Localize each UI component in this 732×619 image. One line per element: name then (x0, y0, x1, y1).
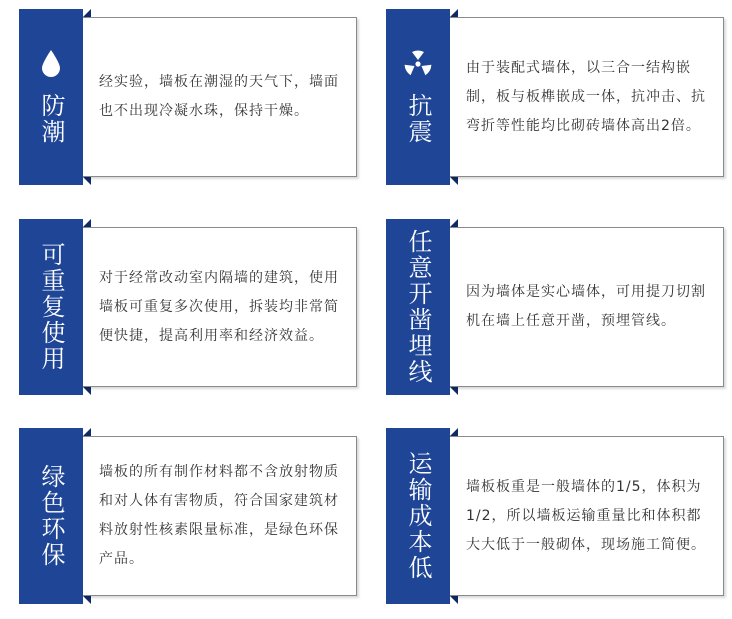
feature-description: 墙板板重是一般墙体的1/5，体积为1/2，所以墙板运输重量比和体积都大大低于一般砌体，现场施工简便。 (466, 478, 706, 553)
feature-description-box (83, 17, 357, 177)
feature-description-box (450, 436, 724, 596)
feature-card-seismic (386, 9, 724, 185)
feature-card-transport (386, 428, 724, 604)
feature-tab (19, 219, 83, 395)
feature-tab (386, 428, 450, 604)
radiation-icon (403, 49, 433, 79)
feature-description-box (83, 227, 357, 387)
feature-card-moisture (19, 9, 357, 185)
feature-tab (386, 9, 450, 185)
feature-tab (19, 9, 83, 185)
water-drop-icon (36, 49, 66, 79)
feature-title: 抗震 (404, 93, 432, 145)
feature-card-cutting (386, 219, 724, 395)
feature-description-box (450, 227, 724, 387)
feature-description-box (450, 17, 724, 177)
feature-tab (386, 219, 450, 395)
feature-description: 由于装配式墙体，以三合一结构嵌制，板与板榫嵌成一体，抗冲击、抗弯折等性能均比砌砖墙体高出2倍。 (466, 59, 706, 134)
feature-title: 任意开凿埋线 (404, 229, 432, 385)
feature-description: 因为墙体是实心墙体，可用提刀切割机在墙上任意开凿，预埋管线。 (466, 284, 706, 329)
feature-tab (19, 428, 83, 604)
feature-card-reusable (19, 219, 357, 395)
feature-description: 墙板的所有制作材料都不含放射物质和对人体有害物质，符合国家建筑材料放射性核素限量标准，是绿色环保产品。 (99, 464, 339, 567)
feature-title: 绿色环保 (37, 464, 65, 568)
feature-description: 经实验，墙板在潮湿的天气下，墙面也不出现冷凝水珠，保持干燥。 (99, 74, 339, 119)
feature-description: 对于经常改动室内隔墙的建筑，使用墙板可重复多次使用，拆装均非常简便快捷，提高利用率和经济效益。 (99, 269, 339, 344)
feature-title: 可重复使用 (37, 242, 65, 372)
feature-card-eco (19, 428, 357, 604)
feature-title: 运输成本低 (404, 451, 432, 581)
feature-description-box (83, 436, 357, 596)
feature-title: 防潮 (37, 93, 65, 145)
